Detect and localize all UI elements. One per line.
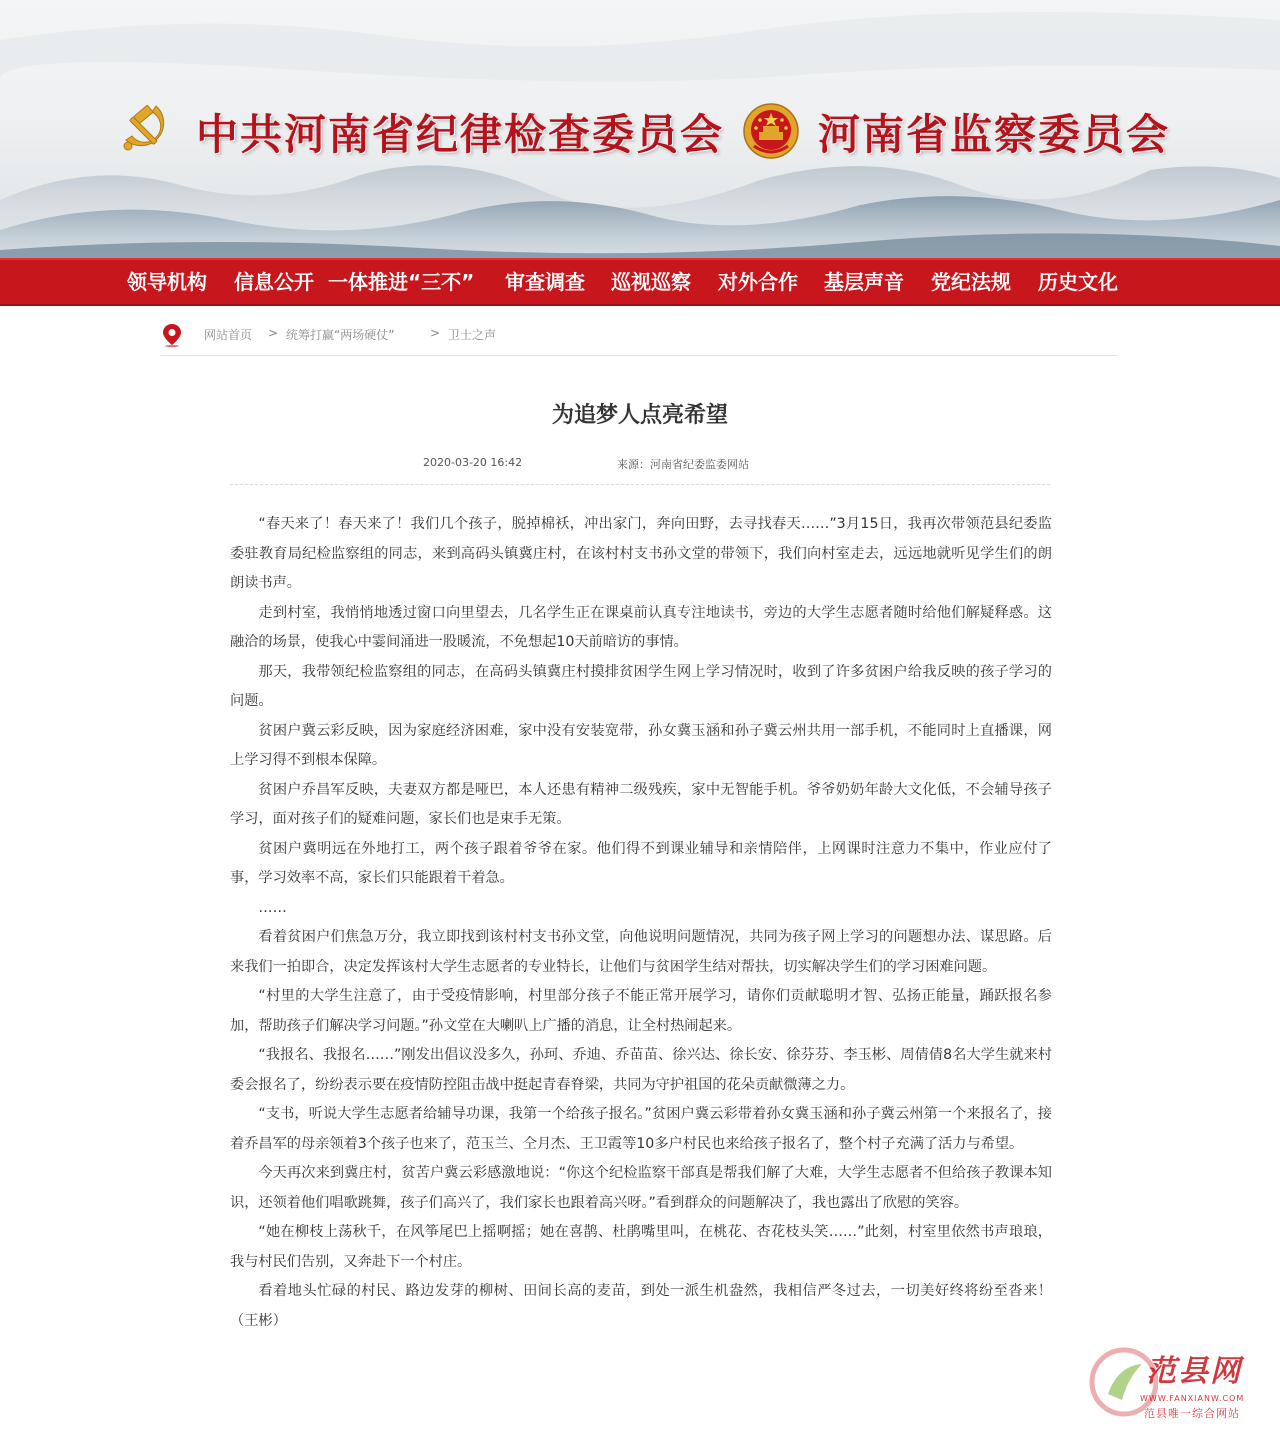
breadcrumb-section[interactable]: 统筹打赢“两场硬仗” bbox=[286, 328, 395, 342]
main-nav bbox=[0, 258, 1280, 306]
watermark-slogan: 范县唯一综合网站 bbox=[1144, 1407, 1240, 1420]
article-title: 为追梦人点亮希望 bbox=[551, 403, 728, 428]
nav-item-investigation[interactable]: 审查调查 bbox=[505, 270, 585, 294]
breadcrumb-current[interactable]: 卫士之声 bbox=[448, 328, 497, 342]
nav-item-history[interactable]: 历史文化 bbox=[1038, 270, 1118, 294]
nav-item-regulations[interactable]: 党纪法规 bbox=[931, 270, 1011, 294]
party-emblem-icon bbox=[116, 100, 178, 162]
article-date: 2020-03-20 16:42 bbox=[423, 456, 523, 469]
nav-item-three-nots[interactable]: 一体推进“三不” bbox=[328, 270, 475, 294]
site-banner bbox=[0, 0, 1280, 258]
paragraph: 贫困户乔昌军反映，夫妻双方都是哑巴，本人还患有精神二级残疾，家中无智能手机。爷爷奶奶年龄大文化低，不会辅导孩子学习，面对孩子们的疑难问题，家长们也是束手无策。 bbox=[230, 781, 1052, 827]
paragraph: …… bbox=[258, 899, 287, 916]
watermark-url: WWW.FANXIANW.COM bbox=[1140, 1394, 1245, 1403]
paragraph: 今天再次来到冀庄村，贫苦户冀云彩感激地说：“你这个纪检监察干部真是帮我们解了大难，大学生志愿者不但给孩子教课本知识，还领着他们唱歌跳舞，孩子们高兴了，我们家长也跟着高兴呀。”看到群众的问题解决了，我也露出了欣慰的笑容。 bbox=[230, 1165, 1052, 1211]
article-body bbox=[230, 510, 1052, 1336]
nav-item-info-disclosure[interactable]: 信息公开 bbox=[234, 270, 314, 294]
breadcrumb-separator: > bbox=[430, 326, 441, 340]
paragraph: 走到村室，我悄悄地透过窗口向里望去，几名学生正在课桌前认真专注地读书，旁边的大学生志愿者随时给他们解疑释惑。这融洽的场景，使我心中霎间涌进一股暖流，不免想起10天前暗访的事情。 bbox=[230, 604, 1052, 650]
paragraph: 看着地头忙碌的村民、路边发芽的柳树、田间长高的麦苗，到处一派生机盎然，我相信严冬过去，一切美好终将纷至沓来！（王彬） bbox=[230, 1283, 1052, 1329]
article-source: 来源：河南省纪委监委网站 bbox=[617, 458, 749, 471]
nav-item-grassroots[interactable]: 基层声音 bbox=[824, 270, 904, 294]
paragraph: 那天，我带领纪检监察组的同志，在高码头镇冀庄村摸排贫困学生网上学习情况时，收到了许多贫困户给我反映的孩子学习的问题。 bbox=[230, 663, 1052, 709]
watermark-name: 范县网 bbox=[1146, 1354, 1242, 1389]
paragraph: 看着贫困户们焦急万分，我立即找到该村村支书孙文堂，向他说明问题情况，共同为孩子网上学习的问题想办法、谋思路。后来我们一拍即合，决定发挥该村大学生志愿者的专业特长，让他们与贫困学生结对帮扶，切实解决学生们的学习困难问题。 bbox=[230, 929, 1052, 975]
paragraph: “村里的大学生注意了，由于受疫情影响，村里部分孩子不能正常开展学习，请你们贡献聪明才智、弘扬正能量，踊跃报名参加，帮助孩子们解决学习问题。”孙文堂在大喇叭上广播的消息，让全村热闹起来。 bbox=[230, 988, 1052, 1034]
national-emblem-icon bbox=[742, 102, 800, 164]
banner-title-left: 中共河南省纪律检查委员会 bbox=[196, 110, 725, 159]
breadcrumb-home[interactable]: 网站首页 bbox=[204, 328, 253, 342]
nav-item-inspection[interactable]: 巡视巡察 bbox=[611, 270, 691, 294]
paragraph: “我报名、我报名……”刚发出倡议没多久，孙珂、乔迪、乔苗苗、徐兴达、徐长安、徐芬芬、李玉彬、周倩倩8名大学生就来村委会报名了，纷纷表示要在疫情防控阻击战中挺起青春脊梁，共同为守护祖国的花朵贡献微薄之力。 bbox=[230, 1047, 1052, 1093]
paragraph: “支书，听说大学生志愿者给辅导功课，我第一个给孩子报名。”贫困户冀云彩带着孙女冀玉涵和孙子冀云州第一个来报名了，接着乔昌军的母亲领着3个孩子也来了，范玉兰、仝月杰、王卫霞等10多户村民也来给孩子报名了，整个村子充满了活力与希望。 bbox=[230, 1106, 1052, 1152]
breadcrumb bbox=[160, 320, 1118, 356]
nav-item-cooperation[interactable]: 对外合作 bbox=[718, 270, 798, 294]
location-pin-icon bbox=[162, 323, 182, 351]
paragraph: “她在柳枝上荡秋千，在风筝尾巴上摇啊摇；她在喜鹊、杜鹃嘴里叫，在桃花、杏花枝头笑……”此刻，村室里依然书声琅琅，我与村民们告别，又奔赴下一个村庄。 bbox=[230, 1224, 1052, 1270]
paragraph: 贫困户冀云彩反映，因为家庭经济困难，家中没有安装宽带，孙女冀玉涵和孙子冀云州共用一部手机，不能同时上直播课，网上学习得不到根本保障。 bbox=[230, 722, 1052, 768]
banner-title-right: 河南省监察委员会 bbox=[818, 110, 1171, 159]
breadcrumb-separator: > bbox=[268, 326, 279, 340]
nav-item-leadership[interactable]: 领导机构 bbox=[127, 270, 207, 294]
paragraph: “春天来了！春天来了！我们几个孩子，脱掉棉袄，冲出家门，奔向田野，去寻找春天……”3月15日，我再次带领范县纪委监委驻教育局纪检监察组的同志，来到高码头镇冀庄村，在该村村支书孙文堂的带领下，我们向村室走去，远远地就听见学生们的朗朗读书声。 bbox=[230, 516, 1052, 591]
paragraph: 贫困户冀明远在外地打工，两个孩子跟着爷爷在家。他们得不到课业辅导和亲情陪伴，上网课时注意力不集中，作业应付了事，学习效率不高，家长们只能跟着干着急。 bbox=[230, 840, 1052, 886]
divider bbox=[230, 484, 1050, 485]
